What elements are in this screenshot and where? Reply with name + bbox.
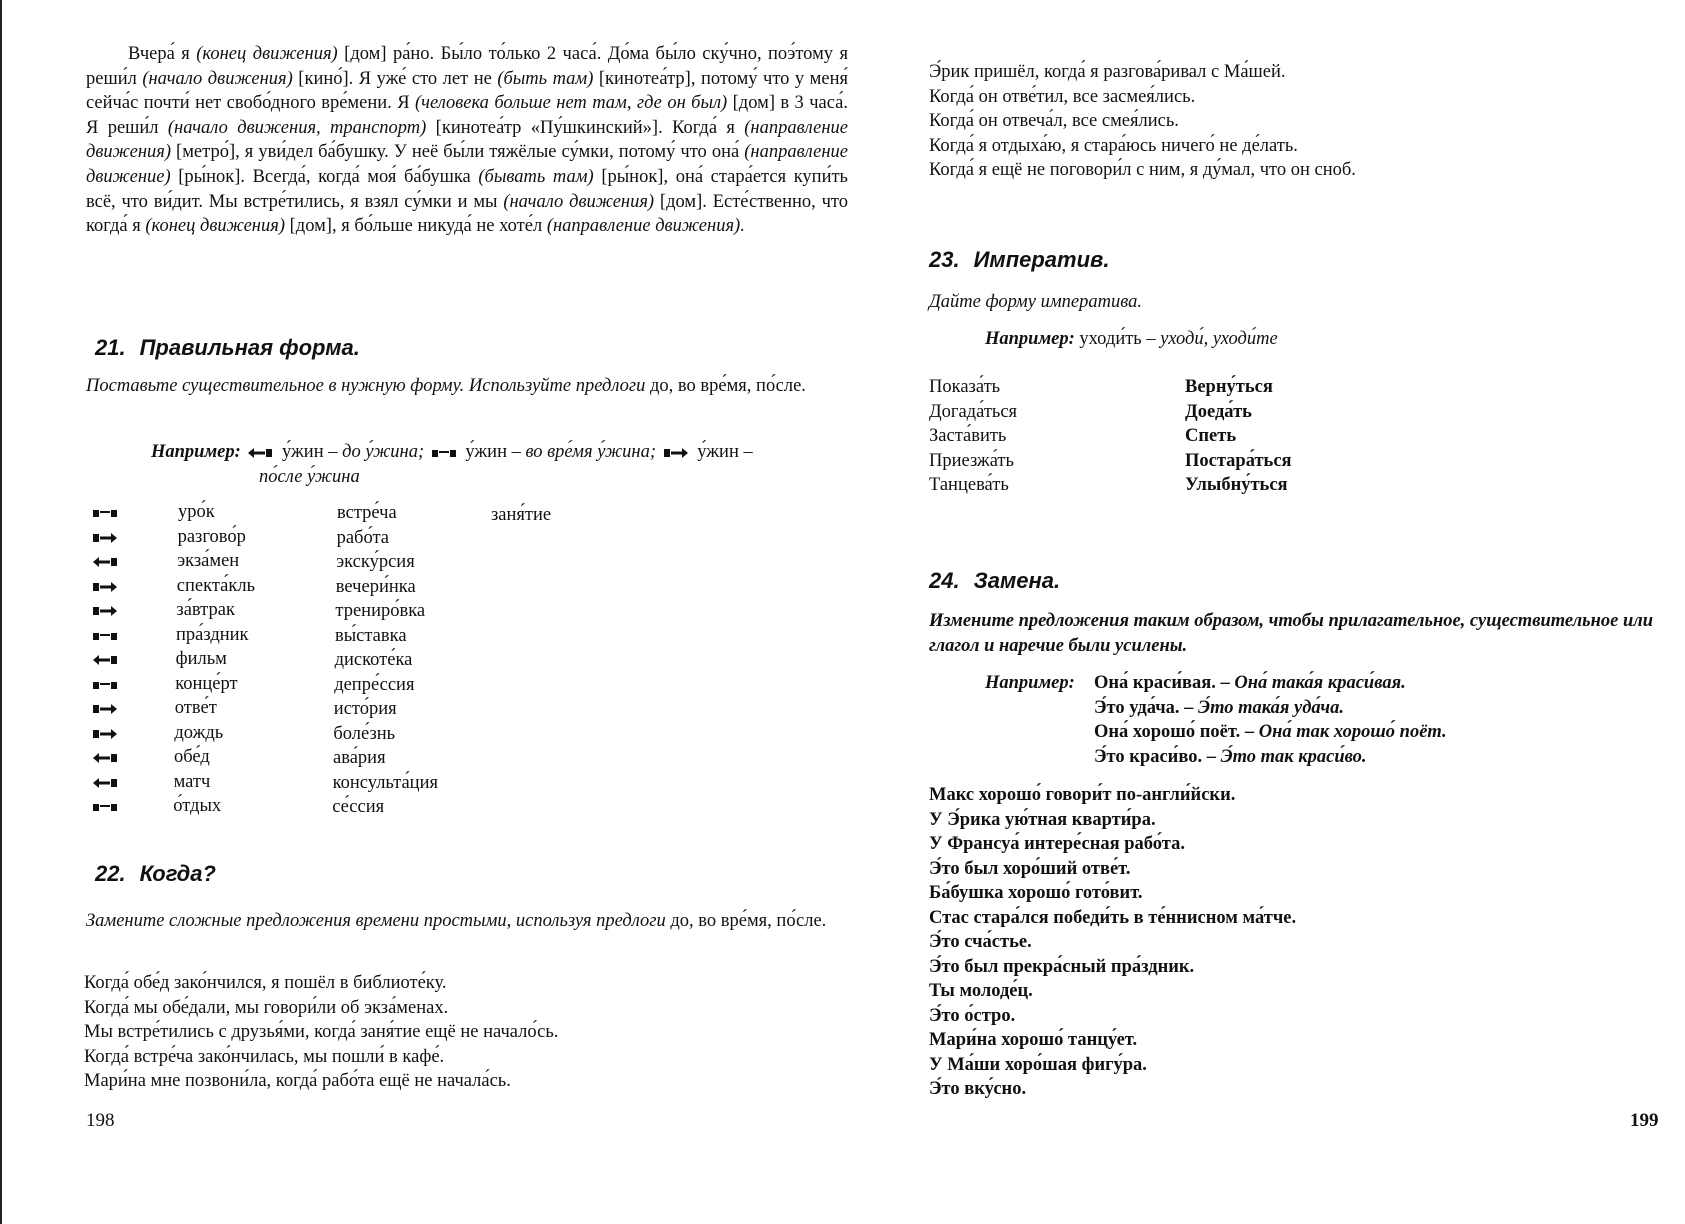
sentence: Мари́на хорошо́ танцу́ет.: [929, 1030, 1138, 1050]
noun-1: экза́мен: [177, 551, 240, 571]
text-segment: [дом], я бо́льше никуда́ не хоте́л: [285, 216, 547, 237]
page-number-left: 198: [86, 1110, 115, 1131]
text-segment: [ры́нок], она́ стара́ется купи́ть всё, что ви́дит. Мы встре́тились, я взял су́мки и мы: [86, 166, 848, 212]
noun-2: вечери́нка: [335, 576, 416, 597]
sentence: Э́то был хоро́ший отве́т.: [929, 858, 1131, 879]
during-bar-icon: [92, 798, 120, 822]
arrow-after-icon: [663, 447, 689, 459]
verb: Постара́ться: [1185, 450, 1292, 471]
example-word: у́жин –: [277, 442, 343, 462]
verb: Танцева́ть: [929, 475, 1009, 495]
arrow-before-icon: [92, 553, 120, 577]
arrow-after-icon: [92, 725, 120, 749]
text-segment: Вчера́ я: [128, 44, 197, 64]
exercise-number: 23.: [929, 247, 960, 272]
sentence: Э́то вку́сно.: [929, 1079, 1027, 1099]
example-result: до у́жина;: [342, 442, 425, 462]
arrow-before-icon: [92, 774, 120, 798]
page-edge: [0, 0, 2, 1224]
exercise-21-instruction: [86, 374, 848, 399]
noun-1: конце́рт: [175, 673, 238, 694]
sentence: У Ма́ши хоро́шая фигу́ра.: [929, 1054, 1147, 1075]
exercise-21-heading: [95, 335, 360, 361]
exercise-24-example-label: [985, 671, 1075, 696]
exercise-24-sentences: [929, 783, 1296, 1102]
example-sentence: Она́ хорошо́ поёт. –: [1094, 722, 1259, 742]
sentence: Ты молоде́ц.: [929, 981, 1033, 1001]
exercise-23-column-1: [929, 375, 1017, 498]
sentence: Когда́ он отвеча́л, все смея́лись.: [929, 111, 1179, 131]
example-label: Например:: [151, 442, 241, 462]
italic-hint: (человека больше нет там, где он был): [414, 93, 728, 114]
noun-2: консульта́ция: [332, 772, 438, 793]
example-intensified: Она́ така́я краси́вая.: [1234, 673, 1406, 693]
sentence: Когда́ встре́ча зако́нчилась, мы пошли́ в кафе́.: [84, 1046, 445, 1067]
arrow-before-icon: [92, 749, 120, 773]
arrow-after-icon: [92, 529, 120, 553]
noun-1: спекта́кль: [176, 575, 256, 596]
exercise-22-sentences-continued: [929, 60, 1356, 183]
text-segment: [кинотеа́тр], потому́ что у меня́ сейча́с почти́ нет свобо́дного вре́мени. Я: [86, 68, 849, 114]
verb: Доеда́ть: [1185, 401, 1252, 422]
example-result: по́сле у́жина: [259, 467, 360, 487]
example-line: [1094, 696, 1447, 721]
exercise-number: 24.: [929, 568, 960, 593]
sentence: Мари́на мне позвони́ла, когда́ рабо́та ещё не начала́сь.: [84, 1071, 511, 1091]
example-sentence: Она́ краси́вая. –: [1094, 673, 1235, 693]
arrow-before-icon: [92, 651, 120, 675]
arrow-after-icon: [92, 578, 120, 602]
verb: Улыбну́ться: [1185, 475, 1288, 495]
italic-hint: (направление движения).: [546, 216, 745, 237]
verb: Показа́ть: [929, 377, 1001, 397]
exercise-number: 21.: [95, 335, 126, 360]
verb: Спеть: [1185, 426, 1237, 446]
instruction-prepositions: до, во вре́мя, по́сле.: [645, 376, 806, 396]
exercise-24-instruction: Измените предложения таким образом, чтобы прилагательное, существительное или глагол и наречие были усилены.: [929, 611, 1654, 656]
noun-2: се́ссия: [332, 797, 385, 817]
sentence: У Франсуа́ интере́сная рабо́та.: [929, 834, 1185, 854]
noun-1: разгово́р: [177, 526, 246, 547]
arrow-before-icon: [247, 447, 273, 459]
example-result: уходи́, уходи́те: [1160, 329, 1278, 349]
italic-hint: (начало движения, транспорт): [167, 117, 427, 138]
verb: Приезжа́ть: [929, 450, 1014, 471]
noun-1: фильм: [175, 649, 227, 669]
exercise-title: Правильная форма.: [139, 335, 360, 360]
text-segment: [метро́], я уви́дел ба́бушку. У неё бы́ли тяжёлые су́мки, потому́ что она́: [171, 142, 745, 163]
exercise-23-heading: [929, 247, 1109, 273]
sentence: Мы встре́тились с друзья́ми, когда́ заня́тие ещё не начало́сь.: [84, 1022, 559, 1042]
italic-hint: (направление движение): [86, 142, 848, 187]
example-line: [1094, 720, 1447, 745]
noun-2: депре́ссия: [334, 674, 415, 695]
example-intensified: Э́то так краси́во.: [1220, 746, 1367, 767]
noun-1: матч: [173, 771, 211, 792]
verb: Заста́вить: [929, 426, 1007, 446]
exercise-23-example: [985, 327, 1278, 352]
italic-hint: (конец движения): [145, 216, 285, 237]
sentence: Когда́ он отве́тил, все засмея́лись.: [929, 86, 1196, 107]
during-bar-icon: [92, 504, 120, 528]
text-segment: [дом]. Есте́ственно, что когда́ я: [86, 191, 849, 237]
sentence: Э́рик пришёл, когда́ я разгова́ривал с Ма́шей.: [929, 62, 1286, 82]
example-label: Например:: [985, 329, 1075, 349]
noun-2: исто́рия: [333, 699, 397, 719]
sentence: Э́то о́стро.: [929, 1005, 1016, 1026]
example-label: Например:: [985, 673, 1075, 693]
noun-2: рабо́та: [336, 527, 389, 548]
exercise-24-examples: [1094, 671, 1447, 769]
noun-3: заня́тие: [491, 505, 552, 525]
example-word: у́жин –: [460, 442, 526, 462]
exercise-title: Когда?: [139, 861, 216, 886]
italic-hint: (быть там): [497, 68, 594, 89]
italic-hint: (направление движения): [86, 117, 848, 163]
sentence: Э́то сча́стье.: [929, 932, 1032, 952]
noun-1: о́тдых: [173, 796, 222, 816]
exercise-number: 22.: [95, 861, 126, 886]
exercise-22-sentences: [84, 971, 558, 1094]
noun-1: обе́д: [174, 747, 210, 767]
verb: Верну́ться: [1185, 377, 1273, 397]
example-result: во вре́мя у́жина;: [525, 442, 657, 462]
page-number-right: 199: [1630, 1110, 1659, 1131]
italic-hint: (начало движения): [503, 191, 655, 212]
text-segment: [ры́нок]. Всегда́, когда́ моя́ ба́бушка: [170, 166, 479, 187]
sentence: Ба́бушка хорошо́ гото́вит.: [929, 883, 1143, 903]
noun-1: пра́здник: [176, 624, 249, 645]
exercise-title: Императив.: [973, 247, 1110, 272]
during-bar-icon: [92, 627, 120, 651]
sentence: Э́то был прекра́сный пра́здник.: [929, 956, 1195, 977]
noun-2: дискоте́ка: [334, 650, 413, 670]
text-segment: [дом] в 3 часа́. Я реши́л: [86, 93, 849, 138]
example-sentence: Э́то краси́во. –: [1094, 746, 1221, 767]
sentence: У Э́рика ую́тная кварти́ра.: [929, 809, 1156, 830]
during-bar-icon: [92, 676, 120, 700]
example-intensified: Она́ так хорошо́ поёт.: [1258, 722, 1447, 742]
sentence: Когда́ обе́д зако́нчился, я пошёл в библиоте́ку.: [84, 973, 447, 993]
example-line: [1094, 671, 1447, 696]
intro-paragraph: [86, 42, 848, 239]
text-segment: [дом] ра́но. Бы́ло то́лько 2 часа́. До́ма бы́ло ску́чно, поэ́тому я реши́л: [86, 44, 848, 89]
exercise-23-column-2: [1185, 375, 1292, 498]
arrow-after-icon: [92, 700, 120, 724]
exercise-22-heading: [95, 861, 216, 887]
noun-1: уро́к: [178, 502, 215, 522]
example-sentence: Э́то уда́ча. –: [1094, 697, 1199, 718]
noun-1: за́втрак: [176, 600, 235, 620]
italic-hint: (конец движения): [196, 44, 338, 64]
exercise-21-example: [151, 440, 753, 465]
example-line: [1094, 745, 1447, 770]
exercise-22-instruction: [86, 909, 848, 934]
sentence: Когда́ мы обе́дали, мы говори́ли об экза́менах.: [84, 997, 449, 1018]
text-segment: [кинотеа́тр «Пу́шкинский»]. Когда́ я: [426, 117, 745, 138]
example-word: у́жин –: [692, 442, 753, 462]
sentence: Стас стара́лся победи́ть в те́ннисном ма́тче.: [929, 907, 1297, 928]
exercise-24-heading: [929, 568, 1060, 594]
exercise-21-example-continued: [259, 465, 360, 490]
text-segment: [кино́]. Я уже́ сто лет не: [292, 68, 498, 89]
during-bar-icon: [431, 447, 457, 459]
arrow-after-icon: [92, 602, 120, 626]
noun-1: отве́т: [174, 698, 217, 718]
instruction-italic: Замените сложные предложения времени простыми, используя предлоги: [86, 911, 666, 931]
noun-2: встре́ча: [337, 503, 397, 523]
noun-2: вы́ставка: [335, 625, 407, 646]
sentence: Когда́ я отдыха́ю, я стара́юсь ничего́ не де́лать.: [929, 135, 1298, 156]
instruction-prepositions: до, во вре́мя, по́сле.: [665, 911, 827, 931]
italic-hint: (бывать там): [478, 166, 594, 187]
sentence: Когда́ я ещё не поговори́л с ним, я ду́мал, что он сноб.: [929, 160, 1356, 180]
noun-2: экску́рсия: [336, 552, 415, 572]
exercise-title: Замена.: [973, 568, 1061, 593]
noun-2: трениро́вка: [335, 601, 426, 621]
instruction-italic: Поставьте существительное в нужную форму. Используйте предлоги: [86, 376, 646, 396]
noun-2: боле́знь: [333, 723, 396, 744]
example-word: уходи́ть –: [1074, 329, 1161, 349]
example-intensified: Э́то така́я уда́ча.: [1198, 697, 1344, 718]
italic-hint: (начало движения): [142, 68, 293, 89]
noun-1: дождь: [174, 722, 224, 743]
sentence: Макс хорошо́ говори́т по-англи́йски.: [929, 785, 1236, 805]
verb: Догада́ться: [929, 401, 1018, 422]
noun-2: ава́рия: [333, 748, 386, 768]
exercise-23-instruction: Дайте форму императива.: [929, 292, 1142, 312]
